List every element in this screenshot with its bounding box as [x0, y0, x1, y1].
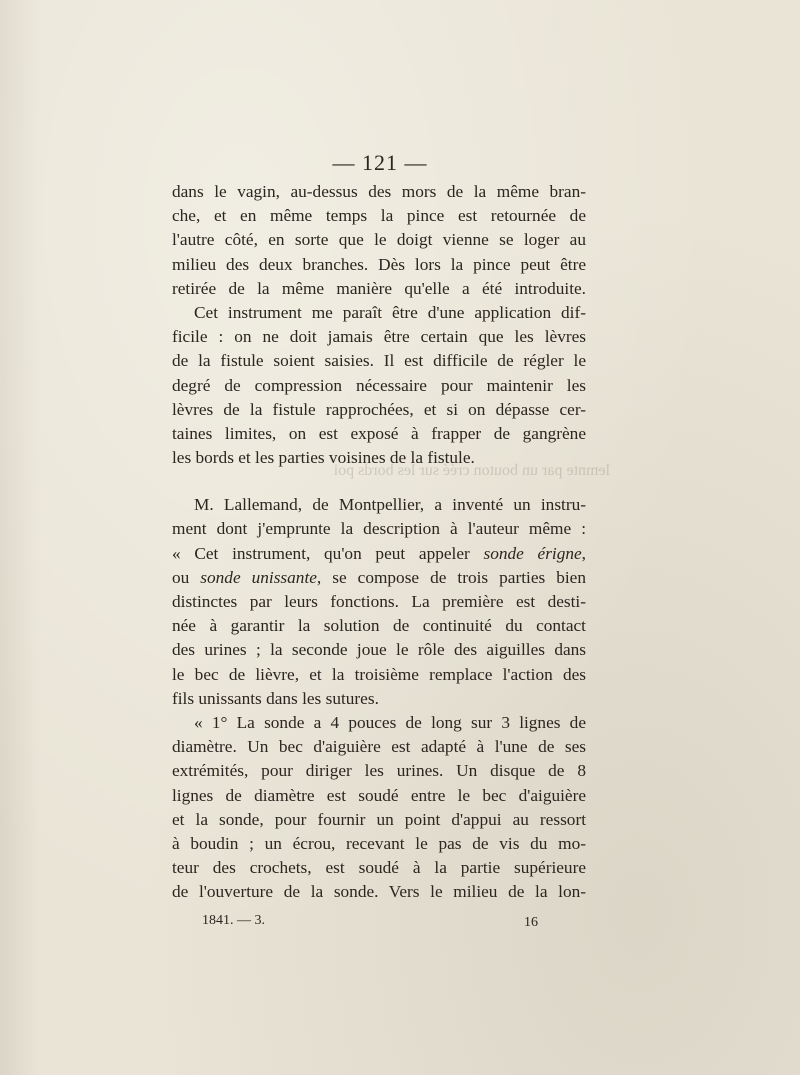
paragraph	[172, 180, 586, 301]
text-line: de l'ouverture de la sonde. Vers le milieu de la lon-	[172, 882, 586, 902]
text-run: ou	[172, 567, 201, 587]
text-line: extrémités, pour diriger les urines. Un disque de 8	[172, 761, 586, 781]
text-line: M. Lallemand, de Montpellier, a inventé un instru-	[194, 495, 586, 515]
text-line: l'autre côté, en sorte que le doigt vienne se loger au	[172, 230, 586, 250]
text-line: che, et en même temps la pince est retournée de	[172, 206, 586, 226]
body-text	[172, 180, 586, 904]
text-line	[172, 542, 586, 566]
text-line: taines limites, on est exposé à frapper de gangrène	[172, 423, 586, 443]
text-line: les bords et les parties voisines de la fistule.	[172, 448, 475, 468]
text-line: Cet instrument me paraît être d'une application dif-	[194, 302, 586, 322]
italic-term: sonde unissante	[200, 567, 317, 587]
paragraph	[172, 493, 586, 711]
paragraph-gap	[172, 470, 586, 493]
sheet-number: 16	[524, 915, 538, 930]
text-run: « Cet instrument, qu'on peut appeler	[172, 543, 484, 563]
text-line: ficile : on ne doit jamais être certain que les lèvres	[172, 327, 586, 347]
text-line: fils unissants dans les sutures.	[172, 688, 379, 708]
text-line: à boudin ; un écrou, recevant le pas de vis du mo-	[172, 833, 586, 853]
paragraph	[172, 301, 586, 470]
text-line: retirée de la même manière qu'elle a été introduite.	[172, 278, 586, 298]
text-line: teur des crochets, est soudé à la partie supérieure	[172, 858, 586, 878]
text-line: lignes de diamètre est soudé entre le bec d'aiguière	[172, 785, 586, 805]
text-line: née à garantir la solution de continuité du contact	[172, 616, 586, 636]
text-line: des urines ; la seconde joue le rôle des aiguilles dans	[172, 640, 586, 660]
text-line: et la sonde, pour fournir un point d'appui au ressort	[172, 809, 586, 829]
text-line: ment dont j'emprunte la description à l'auteur même :	[172, 519, 586, 539]
text-line: dans le vagin, au-dessus des mors de la même bran-	[172, 182, 586, 201]
text-run: ,	[581, 543, 586, 563]
page-number: — 121 —	[332, 150, 428, 175]
italic-term: sonde érigne	[483, 543, 582, 563]
text-line	[172, 566, 586, 590]
signature-mark: 1841. — 3.	[202, 913, 265, 928]
text-run: , se compose de trois parties bien	[316, 567, 586, 587]
text-line: distinctes par leurs fonctions. La première est desti-	[172, 592, 586, 611]
text-line: « 1° La sonde a 4 pouces de long sur 3 lignes de	[194, 712, 586, 732]
paragraph	[172, 711, 586, 905]
bleed-through-text: lemnte par un bouton créé sur les bords poi	[333, 462, 610, 479]
text-line: de la fistule soient saisies. Il est difficile de régler le	[172, 351, 586, 371]
text-line: lèvres de la fistule rapprochées, et si on dépasse cer-	[172, 399, 586, 419]
text-line: milieu des deux branches. Dès lors la pince peut être	[172, 254, 586, 274]
text-line: le bec de lièvre, et la troisième remplace l'action des	[172, 664, 586, 684]
text-line: degré de compression nécessaire pour maintenir les	[172, 375, 586, 395]
text-line: diamètre. Un bec d'aiguière est adapté à l'une de ses	[172, 737, 586, 757]
